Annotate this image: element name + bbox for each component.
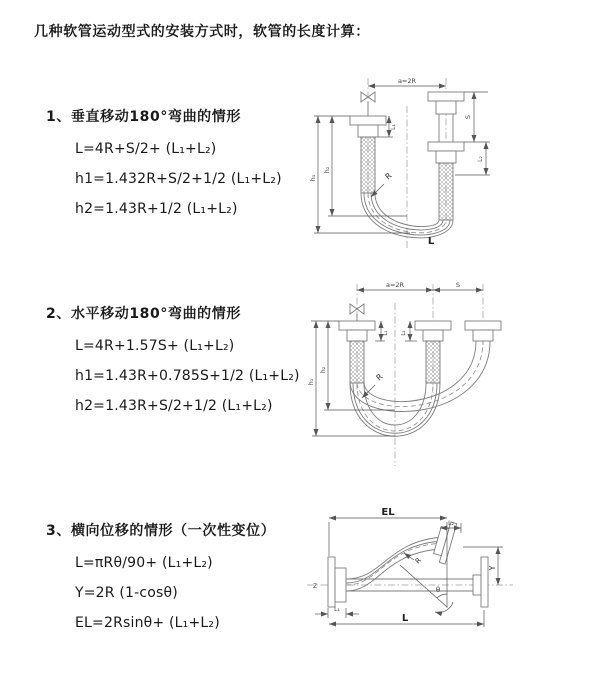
section-2-formulas — [75, 331, 300, 421]
formula-line: h2=1.43R+1/2 (L₁+L₂) — [75, 201, 238, 217]
dim-label-l: L — [401, 613, 409, 624]
left-flange — [328, 557, 346, 607]
dim-label-h1: h₁ — [309, 174, 317, 182]
formula-line: L=4R+1.57S+ (L₁+L₂) — [75, 338, 235, 354]
radius-label: R — [374, 372, 385, 383]
braided-hose-section — [439, 163, 453, 220]
page-title: 几种软管运动型式的安装方式时，软管的长度计算： — [34, 24, 370, 40]
dim-label-h1: h₁ — [307, 378, 315, 386]
flange-fitting-2 — [415, 321, 451, 383]
formula-line: EL=2Rsinθ+ (L₁+L₂) — [75, 615, 220, 631]
theta-label: θ — [435, 586, 441, 594]
section-1 — [46, 106, 282, 224]
section-2 — [46, 303, 300, 421]
formula-line: L=πRθ/90+ (L₁+L₂) — [75, 555, 213, 571]
dimension-a2r — [357, 281, 433, 290]
hose-length-label: L — [427, 236, 435, 247]
formula-line: Y=2R (1-cosθ) — [75, 585, 178, 601]
dimension-s — [433, 281, 483, 290]
section-3-heading: 3、横向位移的情形（一次性变位） — [46, 523, 276, 539]
dim-label-h2: h₂ — [323, 166, 331, 174]
dim-label-a2r: a=2R — [385, 281, 405, 289]
z-label: Z — [312, 583, 318, 590]
dim-label-a2r: a=2R — [397, 77, 417, 85]
diagram-vertical-180-bend — [298, 66, 558, 256]
braided-hose-section — [361, 137, 375, 193]
dimension-s — [464, 92, 490, 142]
section-1-heading: 1、垂直移动180°弯曲的情形 — [46, 109, 241, 125]
left-flange-fitting — [350, 116, 386, 193]
dim-label-l1: L₁ — [383, 330, 389, 336]
dimension-l1 — [375, 321, 389, 341]
diagram-horizontal-180-bend — [295, 278, 575, 473]
dim-label-l1: L₁ — [390, 124, 397, 130]
section-1-formulas — [75, 134, 282, 224]
formula-line: L=4R+S/2+ (L₁+L₂) — [75, 141, 217, 157]
section-3 — [46, 520, 275, 638]
dimension-l1 — [315, 606, 359, 618]
dim-label-y: Y — [488, 565, 497, 571]
section-3-formulas — [75, 548, 275, 638]
dim-label-el: EL — [381, 507, 395, 518]
right-flange — [473, 557, 488, 607]
braided-hose-section — [426, 341, 440, 383]
dim-label-l2: L₂ — [401, 330, 407, 336]
dim-label-l2: L₂ — [448, 520, 454, 527]
dim-label-s: S — [464, 114, 472, 120]
dimension-el — [329, 507, 447, 608]
right-flange-fitting — [428, 92, 464, 220]
formula-line: h1=1.432R+S/2+1/2 (L₁+L₂) — [75, 171, 282, 187]
dimension-a2r — [368, 77, 446, 86]
radius-label: R — [413, 556, 423, 566]
flange-fitting-1 — [339, 321, 375, 383]
dimension-l — [329, 610, 484, 627]
dim-label-l1: L₁ — [334, 606, 340, 613]
formula-line: h1=1.43R+0.785S+1/2 (L₁+L₂) — [75, 368, 300, 384]
dim-label-l2: L₂ — [477, 156, 484, 162]
dim-label-s: S — [455, 281, 461, 289]
dim-label-h2: h₂ — [319, 366, 327, 374]
radius-label: R — [383, 171, 394, 182]
section-2-heading: 2、水平移动180°弯曲的情形 — [46, 306, 241, 322]
radius-callout — [362, 372, 385, 398]
braided-hose-section — [350, 341, 364, 383]
diagram-lateral-displacement — [295, 500, 595, 670]
flange-fitting-3 — [465, 321, 501, 341]
formula-line: h2=1.43R+S/2+1/2 (L₁+L₂) — [75, 398, 273, 414]
hose-s-curve-displaced — [346, 537, 443, 591]
